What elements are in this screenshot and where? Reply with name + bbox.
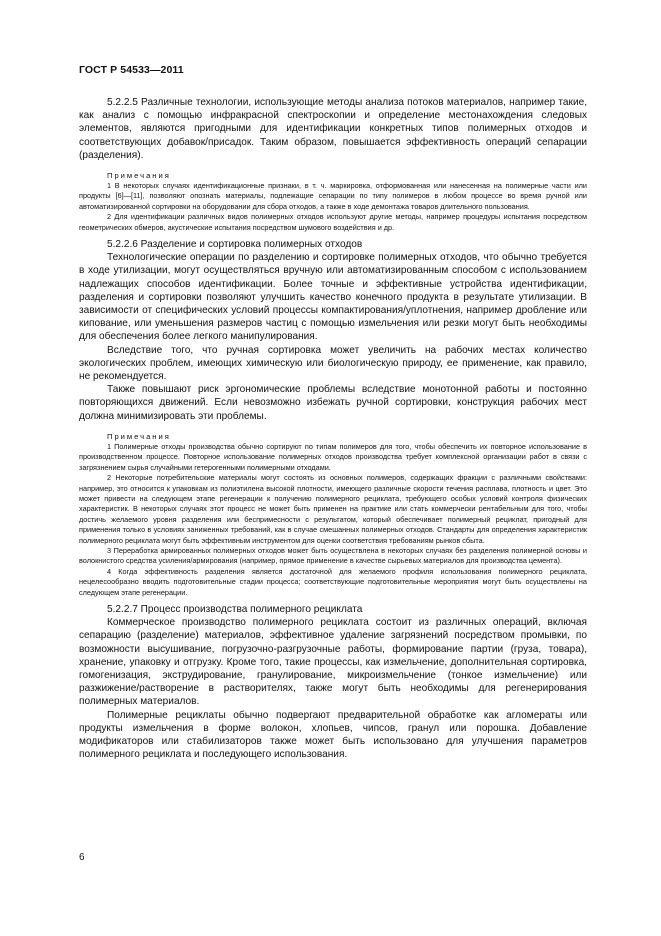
notes-title: Примечания: [107, 431, 171, 441]
paragraph: Вследствие того, что ручная сортировка может увеличить на рабочих местах количество экологических проблем, имеющих химическую или биологическую природу, ее применение, как правило, не рекомендуется.: [79, 344, 587, 383]
page-number: 6: [79, 852, 85, 863]
note-item: 2 Некоторые потребительские материалы могут состоять из основных полимеров, содержащих фракции с различными свойствами: например, это относится к упаковкам из полиэтилена высокой плотности, имеющего различные скорости течения расплава, плотность и цвет. Это может привести на следующем этапе регенерации к получению полимерного рециклата, требующего особых условий контроля физических характеристик. В некоторых случаях этот процесс не может быть применен на практике или стать коммерчески рентабельным для того, чтобы достичь желаемого уровня разделения или беспримесности с результатом, который обеспечивает полимерный рециклат, пригодный для применения только в условиях заниженных требований, как в случае смешанных полимерных отходов. Стандарты для определения характеристик полимерного рециклата могут быть эффективным инструментом для оценки соответствия требованиям рынков сбыта.: [79, 473, 587, 545]
note-item: 1 Полимерные отходы производства обычно сортируют по типам полимеров для того, чтобы обеспечить их повторное использование в производственном процессе. Повторное использование полимерных отходов производства требует комплексной организации работ в связи с загрязнением сырья случайными гетерогенными полимерными отходами.: [79, 441, 587, 472]
note-item: 1 В некоторых случаях идентификационные признаки, в т. ч. маркировка, отформованная или нанесенная на полимерные части или продукты [6]—[11], позволяют опознать материалы, подлежащие сепарации по типу полимеров в любом процессе во время ручной или автоматизированной сортировки на оборудовании для сбора отходов, а также в ходе демонтажа товаров длительного пользования.: [79, 181, 587, 211]
paragraph: Полимерные рециклаты обычно подвергают предварительной обработке как агломераты или продукты измельчения в форме волокон, хлопьев, чипсов, гранул или порошка. Добавление модификаторов или стабилизаторов также может быть использовано для улучшения параметров полимерного рециклата и последующего использования.: [79, 709, 587, 761]
document-code-header: ГОСТ Р 54533—2011: [79, 64, 184, 76]
note-item: 4 Когда эффективность разделения является достаточной для желаемого профиля использования полимерного рециклата, нецелесообразно вводить подготовительные стадии процесса; соответствующие подготовительные мероприятия могут быть осуществлены на следующем этапе регенерации.: [79, 566, 587, 597]
clause-heading-5-2-2-7: 5.2.2.7 Процесс производства полимерного рециклата: [107, 603, 363, 615]
clause-heading-5-2-2-6: 5.2.2.6 Разделение и сортировка полимерных отходов: [107, 239, 363, 251]
notes-title: Примечания: [107, 171, 171, 181]
page-content: [79, 96, 587, 761]
note-item: 3 Переработка армированных полимерных отходов может быть осуществлена в некоторых случаях без разделения полимерной основы и волокнистого средства усиления/армирования (например, прямое применение в качестве сырьевых материалов для производства цемента).: [79, 545, 587, 566]
clause-5-2-2-5: 5.2.2.5 Различные технологии, использующие методы анализа потоков материалов, например такие, как анализ с помощью инфракрасной спектроскопии и определение местонахождения следовых элементов, являются пригодными для идентификации конкретных типов полимерных отходов и соответствующих добавок/присадок. Таким образом, повышается эффективность операций сепарации (разделения).: [79, 97, 587, 161]
paragraph: Коммерческое производство полимерного рециклата состоит из различных операций, включая сепарацию (разделение) материалов, эффективное удаление загрязнений посредством промывки, по возможности высушивание, погрузочно-разгрузочные работы, формирование партии (груза, товара), хранение, упаковку и отгрузку. Кроме того, такие процессы, как измельчение, дополнительная сортировка, гомогенизация, экструдирование, гранулирование, микроизмельчение (тонкое измельчение) или разжижение/растворение в растворителях, также могут быть необходимы для регенерирования полимерных материалов.: [79, 617, 587, 708]
paragraph: Технологические операции по разделению и сортировке полимерных отходов, что обычно требуется в ходе утилизации, могут осуществляться вручную или автоматизированным способом с использованием надлежащих способов идентификации. Более точные и эффективные устройства идентификации, разделения и сортировки позволяют улучшить качество конечного продукта в результате утилизации. В зависимости от специфических условий процессы компактирования/уплотнения, например дробление или кипование, или уменьшения размеров частиц с помощью измельчения или резки могут быть необходимы для обеспечения более легкого манипулирования.: [79, 252, 587, 343]
paragraph: Также повышают риск эргономические проблемы вследствие монотонной работы и постоянно повторяющихся движений. Если невозможно избежать ручной сортировки, конструкция рабочих мест должна минимизировать эти проблемы.: [79, 384, 587, 422]
note-item: 2 Для идентификации различных видов полимерных отходов используют другие методы, например процедуры испытания посредством геометрических обмеров, акустические испытания посредством шумового воздействия и др.: [79, 212, 587, 232]
